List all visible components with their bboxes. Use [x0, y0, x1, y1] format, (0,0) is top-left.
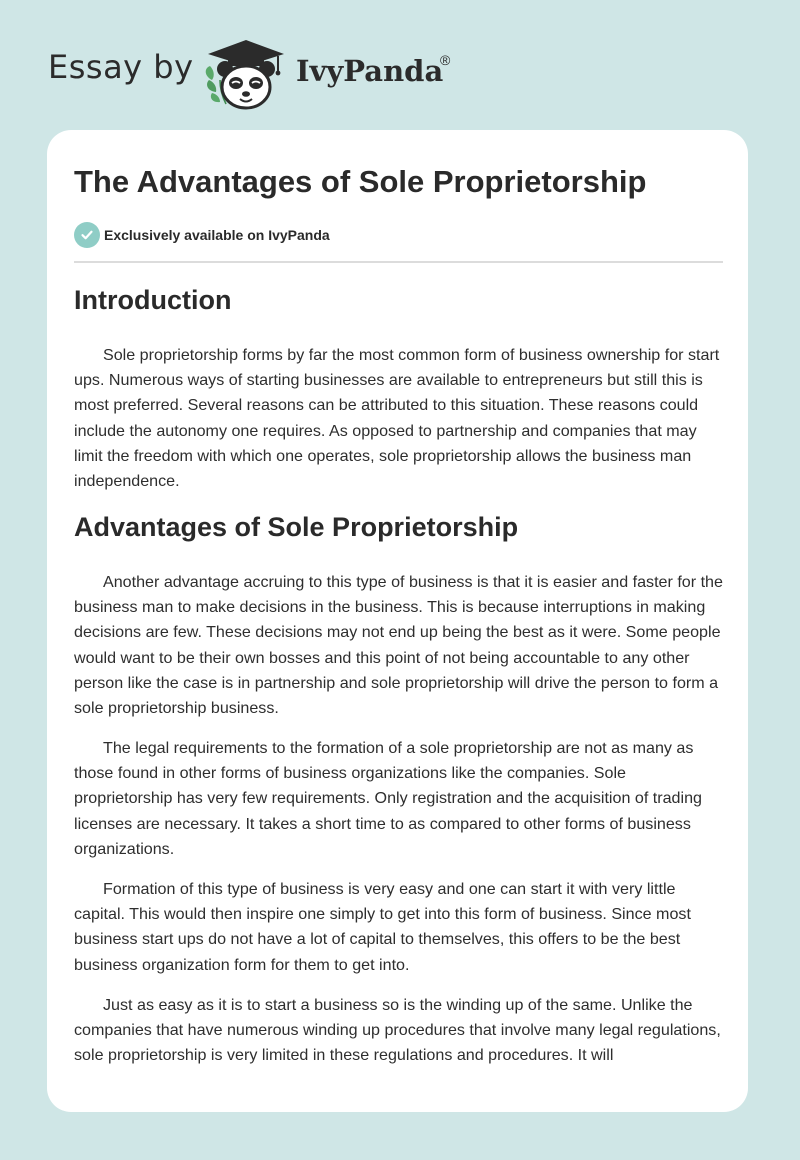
panda-logo-icon[interactable] — [198, 36, 294, 110]
paragraph: Sole proprietorship forms by far the most common form of business ownership for start ups. Numerous ways of starting businesses are available to entrepreneurs but still this is most preferred. Several reasons can be attributed to this situation. These reasons could include the autonomy one requires. As opposed to partnership and companies that may limit the freedom with which one operates, sole proprietorship allows the business man independence. — [74, 346, 720, 491]
page-title: The Advantages of Sole Proprietorship — [74, 164, 647, 199]
title-divider — [74, 261, 723, 263]
exclusive-badge — [74, 222, 330, 248]
badge-label: Exclusively available on IvyPanda — [104, 227, 330, 243]
paragraph: Formation of this type of business is very easy and one can start it with very little capital. This would then inspire one simply to get into this form of business. Since most business start ups do not have a lot of capital to themselves, this offers to be the best business organization form for them to get into. — [74, 880, 691, 974]
paragraph: Another advantage accruing to this type of business is that it is easier and faster for the business man to make decisions in the business. This is because interruptions in making decisions are few. These decisions may not end up being the best as it were. Some people would want to be their own bosses and this point of not being accountable to any other person like the case is in partnership and sole proprietorship will drive the person to form a sole proprietorship business. — [74, 573, 723, 718]
section-heading-introduction: Introduction — [74, 285, 232, 315]
brand-name[interactable]: IvyPanda — [296, 54, 444, 88]
paragraph: Just as easy as it is to start a business so is the winding up of the same. Unlike the companies that have numerous winding up procedures that involve many legal regulations, sole proprietorship is very limited in these regulations and procedures. It will — [74, 996, 721, 1065]
section-heading-advantages: Advantages of Sole Proprietorship — [74, 512, 519, 542]
essay-card — [47, 130, 748, 1112]
check-circle-icon — [74, 222, 100, 248]
brand-prefix: Essay by — [48, 48, 194, 86]
paragraph: The legal requirements to the formation of a sole proprietorship are not as many as those found in other forms of business organizations like the companies. Sole proprietorship has very few requirements. Only registration and the acquisition of trading licenses are necessary. It takes a short time to as compared to other forms of business organizations. — [74, 739, 702, 858]
site-header — [0, 0, 800, 120]
registered-mark: ® — [440, 52, 451, 68]
